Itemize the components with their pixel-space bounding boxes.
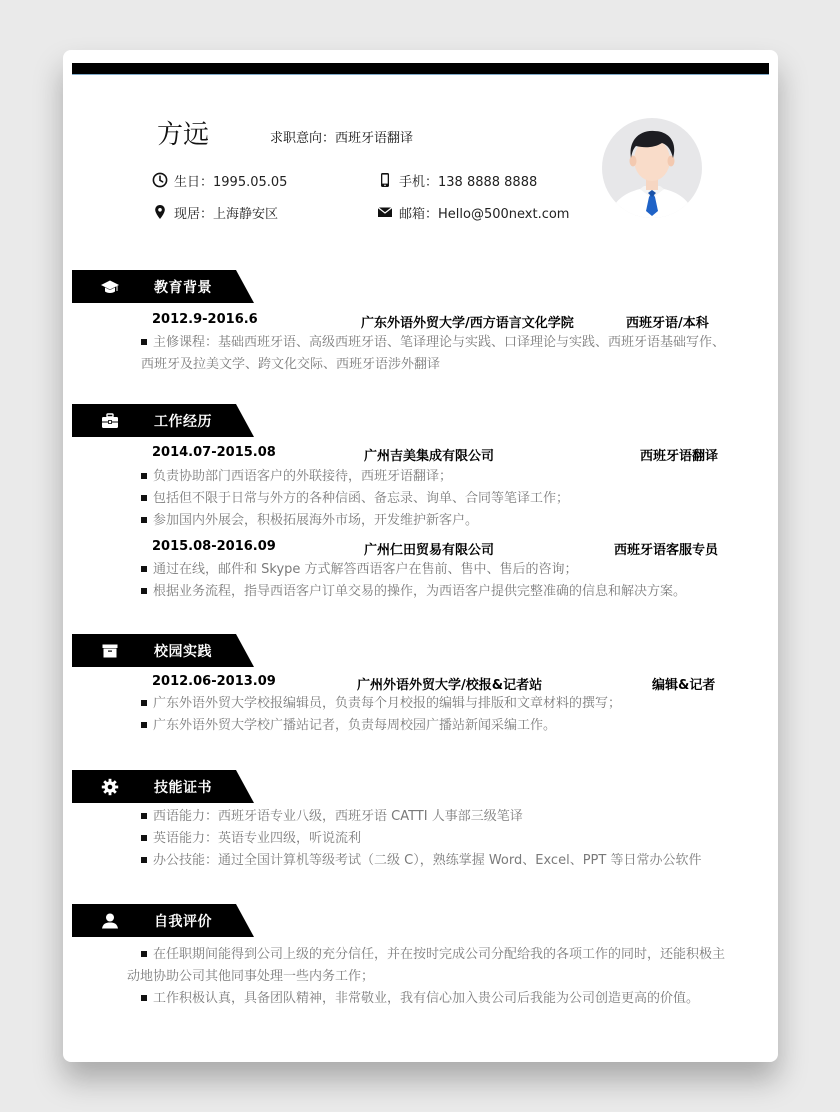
job-2-bullets (141, 559, 686, 603)
job-intent-value: 西班牙语翻译 (335, 131, 414, 146)
skills-bullets (141, 806, 701, 872)
birthday-text: 生日：1995.05.05 (174, 174, 288, 190)
education-courses-line2: 西班牙及拉美文学、跨文化交际、西班牙语涉外翻译 (141, 357, 441, 372)
campus-org: 广州外语外贸大学/校报&记者站 (357, 678, 543, 693)
list-item: 根据业务流程，指导西语客户订单交易的操作，为西语客户提供完整准确的信息和解决方案。 (141, 581, 686, 603)
phone-info (377, 170, 537, 190)
skills-section-header (72, 770, 254, 803)
candidate-name: 方远 (157, 120, 210, 150)
education-section-header (72, 270, 254, 303)
job-2-date: 2015.08-2016.09 (152, 539, 276, 554)
job-2-position: 西班牙语客服专员 (614, 543, 719, 558)
campus-date: 2012.06-2013.09 (152, 674, 276, 689)
campus-section-header (72, 634, 254, 667)
top-bar-accent-line (72, 74, 769, 75)
education-courses (141, 332, 725, 376)
avatar (602, 118, 702, 218)
map-pin-icon (152, 204, 168, 220)
job-1-date: 2014.07-2015.08 (152, 445, 276, 460)
job-2-company: 广州仁田贸易有限公司 (364, 543, 495, 558)
job-1-company: 广州吉美集成有限公司 (364, 449, 495, 464)
list-item: 包括但不限于日常与外方的各种信函、备忘录、询单、合同等笔译工作； (141, 488, 569, 510)
campus-title: 校园实践 (154, 644, 212, 660)
archive-box-icon (100, 641, 120, 661)
self-line2: 动地协助公司其他同事处理一些内务工作； (127, 969, 375, 984)
clock-icon (152, 172, 168, 188)
list-item: 通过在线，邮件和 Skype 方式解答西语客户在售前、售中、售后的咨询； (141, 559, 686, 581)
job-intent (270, 127, 413, 146)
job-intent-label: 求职意向： (270, 131, 336, 146)
list-item: 广东外语外贸大学校广播站记者，负责每周校园广播站新闻采编工作。 (141, 715, 621, 737)
phone-text: 手机：138 8888 8888 (399, 174, 538, 190)
list-item: 办公技能：通过全国计算机等级考试（二级 C），熟练掌握 Word、Excel、PPT 等日常办公软件 (141, 850, 701, 872)
envelope-icon (377, 204, 393, 220)
location-info (152, 202, 278, 222)
campus-bullets (141, 693, 621, 737)
mobile-phone-icon (377, 172, 393, 188)
job-1-bullets (141, 466, 569, 532)
self-title: 自我评价 (154, 914, 212, 930)
education-date: 2012.9-2016.6 (152, 312, 258, 327)
self-bullets (127, 944, 727, 1010)
person-icon (100, 911, 120, 931)
education-school: 广东外语外贸大学/西方语言文化学院 (361, 316, 574, 331)
work-title: 工作经历 (154, 414, 212, 430)
list-item: 英语能力：英语专业四级，听说流利 (141, 828, 701, 850)
job-1-position: 西班牙语翻译 (640, 449, 719, 464)
email-text: 邮箱：Hello@500next.com (399, 206, 570, 222)
briefcase-icon (100, 411, 120, 431)
self-section-header (72, 904, 254, 937)
work-section-header (72, 404, 254, 437)
skills-title: 技能证书 (154, 780, 212, 796)
education-courses-line1: 主修课程：基础西班牙语、高级西班牙语、笔译理论与实践、口译理论与实践、西班牙语基础写作、 (153, 335, 726, 350)
top-bar (72, 63, 769, 74)
gear-icon (100, 777, 120, 797)
education-degree: 西班牙语/本科 (626, 316, 709, 331)
list-item: 在任职期间能得到公司上级的充分信任，并在按时完成公司分配给我的各项工作的同时，还能积极主 (127, 944, 727, 966)
education-title: 教育背景 (154, 280, 212, 296)
campus-role: 编辑&记者 (652, 678, 716, 693)
birthday-info (152, 170, 287, 190)
list-item: 负责协助部门西语客户的外联接待，西班牙语翻译； (141, 466, 569, 488)
resume-page (63, 50, 778, 1062)
list-item: 参加国内外展会，积极拓展海外市场，开发维护新客户。 (141, 510, 569, 532)
graduation-cap-icon (100, 277, 120, 297)
list-item: 广东外语外贸大学校报编辑员，负责每个月校报的编辑与排版和文章材料的撰写； (141, 693, 621, 715)
location-text: 现居：上海静安区 (174, 206, 279, 222)
email-info (377, 202, 569, 222)
avatar-illustration (602, 118, 702, 218)
list-item: 西语能力：西班牙语专业八级，西班牙语 CATTI 人事部三级笔译 (141, 806, 701, 828)
list-item: 工作积极认真，具备团队精神，非常敬业，我有信心加入贵公司后我能为公司创造更高的价值。 (127, 988, 727, 1010)
